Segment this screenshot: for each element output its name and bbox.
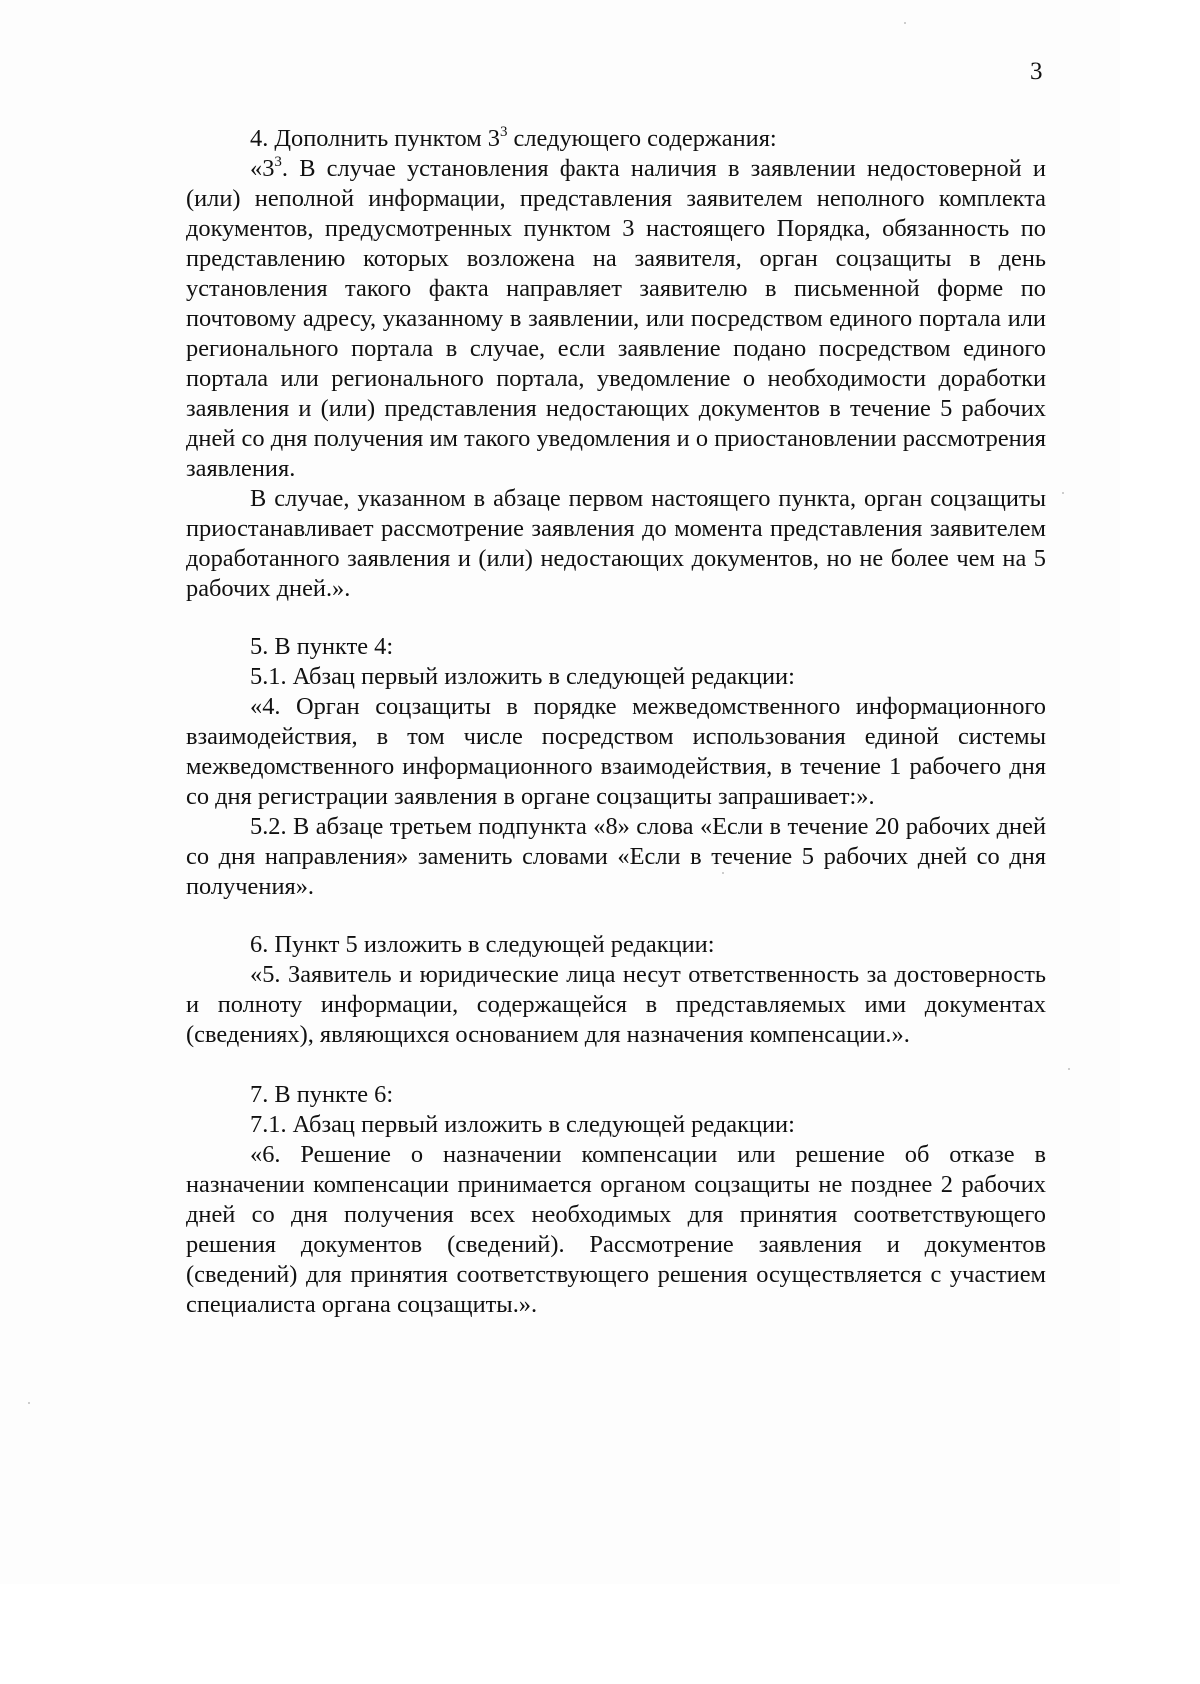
section-5-paragraph-1: «4. Орган соцзащиты в порядке межведомственного информационного взаимодействия, в том числе посредством использования единой системы межведомственного информационного взаимодействия, в течение 1 рабочего дня со дня регистрации заявления в органе соцзащиты запрашивает:». <box>186 693 1046 810</box>
section-spacer <box>186 1050 1046 1080</box>
section-5-subitem-2: 5.2. В абзаце третьем подпункта «8» слова «Если в течение 20 рабочих дней со дня направления» заменить словами «Если в течение 5 рабочих дней со дня получения». <box>186 813 1046 900</box>
section-4-paragraph-2: В случае, указанном в абзаце первом настоящего пункта, орган соцзащиты приостанавливает рассмотрение заявления до момента представления заявителем доработанного заявления и (или) недостающих документов, но не более чем на 5 рабочих дней.». <box>186 485 1046 602</box>
section-5-heading: 5. В пункте 4: <box>250 633 394 660</box>
scan-speck <box>1062 492 1064 494</box>
page-number: 3 <box>1030 58 1043 85</box>
scan-speck <box>722 872 724 874</box>
section-6-paragraph-1: «5. Заявитель и юридические лица несут ответственность за достоверность и полноту информации, содержащейся в представляемых ими документах (сведениях), являющихся основанием для назначения компенсации.». <box>186 961 1046 1048</box>
scan-speck <box>28 1402 30 1404</box>
section-4-heading-superscript: 3 <box>499 124 508 140</box>
section-4-paragraph-1 <box>186 154 1046 484</box>
section-7-paragraph-1: «6. Решение о назначении компенсации или решение об отказе в назначении компенсации принимается органом соцзащиты не позднее 2 рабочих дней со дня получения всех необходимых для принятия соответствующего решения документов (сведений). Рассмотрение заявления и документов (сведений) для принятия соответствующего решения осуществляется с участием специалиста органа соцзащиты.». <box>186 1141 1046 1318</box>
section-4-heading <box>186 124 1046 154</box>
section-4-paragraph-1-text: . В случае установления факта наличия в заявлении недостоверной и (или) неполной информации, представления заявителем неполного комплекта документов, предусмотренных пунктом 3 настоящего Порядка, обязанность по представлению которых возложена на заявителя, орган соцзащиты в день установления такого факта направляет заявителю в письменной форме по почтовому адресу, указанному в заявлении, или посредством единого портала или регионального портала в случае, если заявление подано посредством единого портала или регионального портала, уведомление о необходимости доработки заявления и (или) представления недостающих документов в течение 5 рабочих дней со дня получения им такого уведомления и о приостановлении рассмотрения заявления. <box>186 155 1046 482</box>
section-4-heading-text: 4. Дополнить пунктом 3 <box>250 125 500 152</box>
section-7-subitem-1: 7.1. Абзац первый изложить в следующей редакции: <box>250 1111 795 1138</box>
section-7-heading: 7. В пункте 6: <box>250 1081 394 1108</box>
section-4-heading-tail: следующего содержания: <box>507 125 777 152</box>
section-4-paragraph-1-lead: «3 <box>250 155 275 182</box>
section-6-heading: 6. Пункт 5 изложить в следующей редакции: <box>250 931 715 958</box>
section-spacer <box>186 604 1046 632</box>
scan-speck <box>904 22 906 24</box>
section-5-subitem-1: 5.1. Абзац первый изложить в следующей редакции: <box>250 663 795 690</box>
section-spacer <box>186 902 1046 930</box>
document-body <box>186 124 1046 1320</box>
scan-speck <box>1068 1068 1070 1070</box>
section-4-paragraph-1-superscript: 3 <box>274 154 282 170</box>
